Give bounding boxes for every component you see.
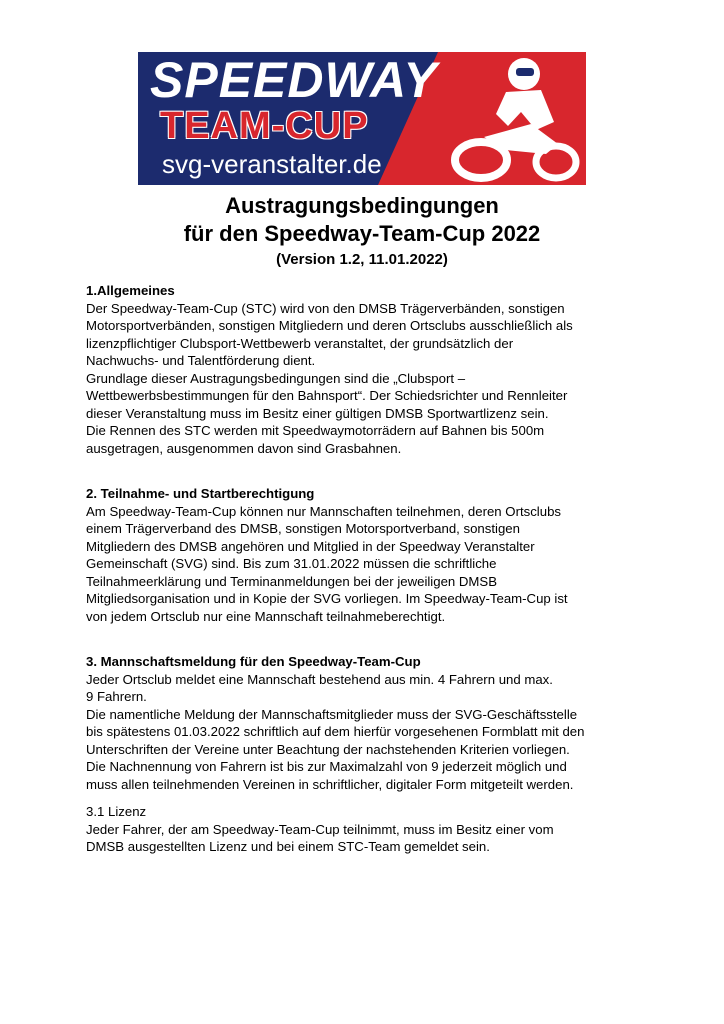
paragraph-line: Der Speedway-Team-Cup (STC) wird von den DMSB Trägerverbänden, sonstigen bbox=[86, 300, 565, 316]
section-heading: 3. Mannschaftsmeldung für den Speedway-Team-Cup bbox=[86, 654, 421, 669]
document-title-line2: für den Speedway-Team-Cup 2022 bbox=[183, 221, 541, 246]
paragraph-line: Mitgliedern des DMSB angehören und Mitglied in der Speedway Veranstalter bbox=[86, 538, 535, 554]
section-1 bbox=[86, 282, 646, 457]
speedway-team-cup-logo bbox=[138, 52, 586, 185]
logo-title: SPEEDWAY bbox=[150, 52, 438, 108]
paragraph-line: dieser Veranstaltung muss im Besitz einer gültigen DMSB Sportwartlizenz sein. bbox=[86, 405, 549, 421]
section-3 bbox=[86, 653, 646, 793]
document-title-block bbox=[0, 192, 724, 270]
document-title-line1: Austragungsbedingungen bbox=[225, 193, 499, 218]
paragraph-line: Unterschriften der Vereine unter Beachtung der nachstehenden Kriterien vorliegen. bbox=[86, 741, 570, 757]
paragraph-line: einem Trägerverband des DMSB, sonstigen Motorsportverband, sonstigen bbox=[86, 521, 520, 536]
paragraph-line: Am Speedway-Team-Cup können nur Mannschaften teilnehmen, deren Ortsclubs bbox=[86, 503, 561, 519]
paragraph-line: 9 Fahrern. bbox=[86, 689, 147, 704]
paragraph-line: ausgetragen, ausgenommen davon sind Grasbahnen. bbox=[86, 440, 402, 456]
document-version: (Version 1.2, 11.01.2022) bbox=[276, 251, 448, 268]
paragraph-line: bis spätestens 01.03.2022 schriftlich auf dem hierfür vorgesehenen Formblatt mit den bbox=[86, 724, 585, 739]
section-2 bbox=[86, 485, 646, 625]
logo-subtitle: TEAM-CUP bbox=[160, 105, 369, 147]
paragraph-line: Gemeinschaft (SVG) sind. Bis zum 31.01.2022 müssen die schriftliche bbox=[86, 556, 497, 571]
paragraph-line: Motorsportverbänden, sonstigen Mitgliedern und deren Ortsclubs ausschließlich als bbox=[86, 318, 573, 333]
paragraph-line: Nachwuchs- und Talentförderung dient. bbox=[86, 353, 316, 368]
paragraph-line: lizenzpflichtiger Clubsport-Wettbewerb veranstaltet, der grundsätzlich der bbox=[86, 335, 514, 351]
paragraph-line: Grundlage dieser Austragungsbedingungen sind die „Clubsport – bbox=[86, 370, 466, 386]
paragraph-line: muss allen teilnehmenden Vereinen in schriftlicher, digitaler Form mitgeteilt werden. bbox=[86, 776, 574, 792]
paragraph-line: Teilnahmeerklärung und Terminanmeldungen bei der jeweiligen DMSB bbox=[86, 573, 497, 589]
paragraph-line: DMSB ausgestellten Lizenz und bei einem STC-Team gemeldet sein. bbox=[86, 839, 490, 854]
section-heading: 3.1 Lizenz bbox=[86, 804, 147, 819]
section-3-1 bbox=[86, 803, 646, 856]
paragraph-line: von jedem Ortsclub nur eine Mannschaft teilnahmeberechtigt. bbox=[86, 608, 446, 624]
paragraph-line: Wettbewerbsbestimmungen für den Bahnsport“. Der Schiedsrichter und Rennleiter bbox=[86, 388, 568, 403]
paragraph-line: Jeder Fahrer, der am Speedway-Team-Cup teilnimmt, muss im Besitz einer vom bbox=[86, 821, 554, 837]
section-heading: 1.Allgemeines bbox=[86, 283, 175, 298]
paragraph-line: Mitgliedsorganisation und in Kopie der SVG vorliegen. Im Speedway-Team-Cup ist bbox=[86, 591, 568, 606]
section-heading: 2. Teilnahme- und Startberechtigung bbox=[86, 486, 315, 501]
motorcycle-rider-icon bbox=[436, 52, 586, 185]
paragraph-line: Die Nachnennung von Fahrern ist bis zur Maximalzahl von 9 jederzeit möglich und bbox=[86, 759, 567, 774]
paragraph-line: Jeder Ortsclub meldet eine Mannschaft bestehend aus min. 4 Fahrern und max. bbox=[86, 671, 553, 687]
logo-url: svg-veranstalter.de bbox=[162, 149, 382, 179]
paragraph-line: Die Rennen des STC werden mit Speedwaymotorrädern auf Bahnen bis 500m bbox=[86, 423, 545, 438]
paragraph-line: Die namentliche Meldung der Mannschaftsmitglieder muss der SVG-Geschäftsstelle bbox=[86, 706, 578, 722]
